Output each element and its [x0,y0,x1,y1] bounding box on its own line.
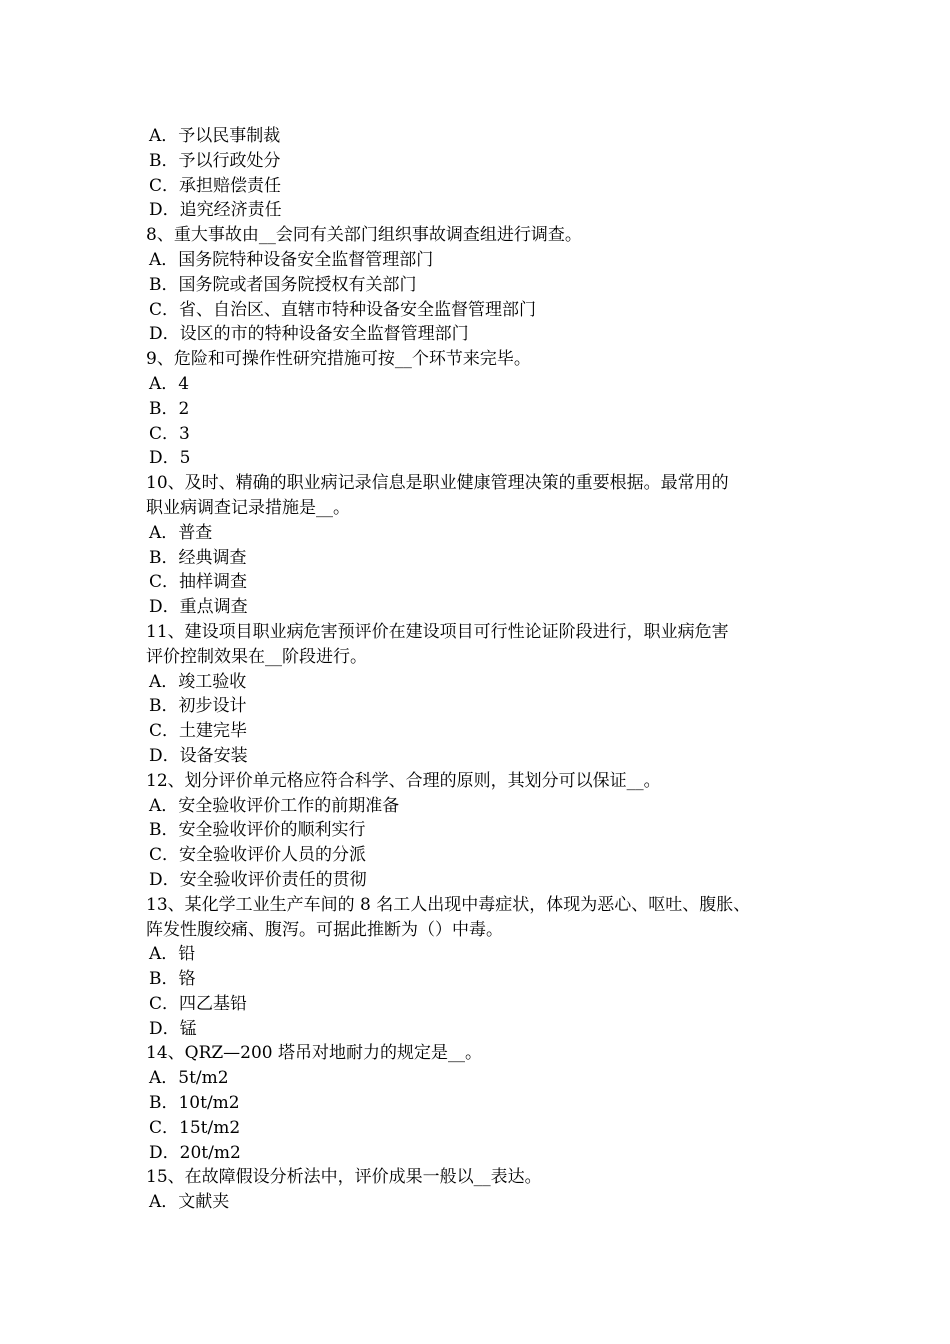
answer-option: A．铅 [149,944,196,965]
answer-option: B．铬 [149,969,196,990]
question-text: 14、QRZ—200 塔吊对地耐力的规定是__。 [146,1043,483,1064]
question-list [146,124,826,1215]
answer-option: D．设备安装 [149,745,248,766]
answer-option: C．抽样调查 [149,572,248,593]
answer-option: B．予以行政处分 [149,150,281,171]
answer-option: A．文献夹 [149,1192,230,1213]
answer-option: D．5 [149,448,191,469]
answer-option: D．设区的市的特种设备安全监督管理部门 [149,324,469,345]
answer-option: D．重点调查 [149,597,248,618]
answer-option: B．初步设计 [149,696,247,717]
answer-option: A．国务院特种设备安全监督管理部门 [149,249,434,270]
question-text: 12、划分评价单元格应符合科学、合理的原则，其划分可以保证__。 [146,770,661,791]
question-text: 8、重大事故由__会同有关部门组织事故调查组进行调查。 [146,225,582,246]
answer-option: D．追究经济责任 [149,200,282,221]
question-text: 15、在故障假设分析法中，评价成果一般以__表达。 [146,1167,542,1188]
question-text: 13、某化学工业生产车间的 8 名工人出现中毒症状，体现为恶心、呕吐、腹胀、 [146,894,751,915]
question-text: 11、建设项目职业病危害预评价在建设项目可行性论证阶段进行，职业病危害 [146,621,729,642]
answer-option: C．四乙基铅 [149,993,248,1014]
answer-option: A．予以民事制裁 [149,126,281,146]
question-text: 9、危险和可操作性研究措施可按__个环节来完毕。 [146,349,531,370]
question-text: 阵发性腹绞痛、腹泻。可据此推断为（）中毒。 [146,919,503,940]
answer-option: A．5t/m2 [149,1068,229,1089]
answer-option: C．15t/m2 [149,1117,241,1138]
answer-option: A．竣工验收 [149,671,247,692]
answer-option: C．省、自治区、直辖市特种设备安全监督管理部门 [149,299,537,320]
answer-option: B．安全验收评价的顺利实行 [149,820,366,841]
answer-option: B．10t/m2 [149,1093,240,1114]
answer-option: C．土建完毕 [149,721,248,742]
answer-option: A．4 [149,373,190,394]
answer-option: A．普查 [149,522,213,543]
answer-option: D．安全验收评价责任的贯彻 [149,869,367,890]
answer-option: D．锰 [149,1018,197,1039]
answer-option: A．安全验收评价工作的前期准备 [149,795,400,816]
answer-option: B．2 [149,398,190,419]
answer-option: C．承担赔偿责任 [149,175,282,196]
question-text: 职业病调查记录措施是__。 [146,497,350,518]
answer-option: D．20t/m2 [149,1142,241,1163]
question-text: 评价控制效果在__阶段进行。 [146,646,367,667]
answer-option: C．安全验收评价人员的分派 [149,845,367,866]
answer-option: C．3 [149,423,190,444]
question-text: 10、及时、精确的职业病记录信息是职业健康管理决策的重要根据。最常用的 [146,473,729,494]
answer-option: B．经典调查 [149,547,247,568]
answer-option: B．国务院或者国务院授权有关部门 [149,274,417,295]
